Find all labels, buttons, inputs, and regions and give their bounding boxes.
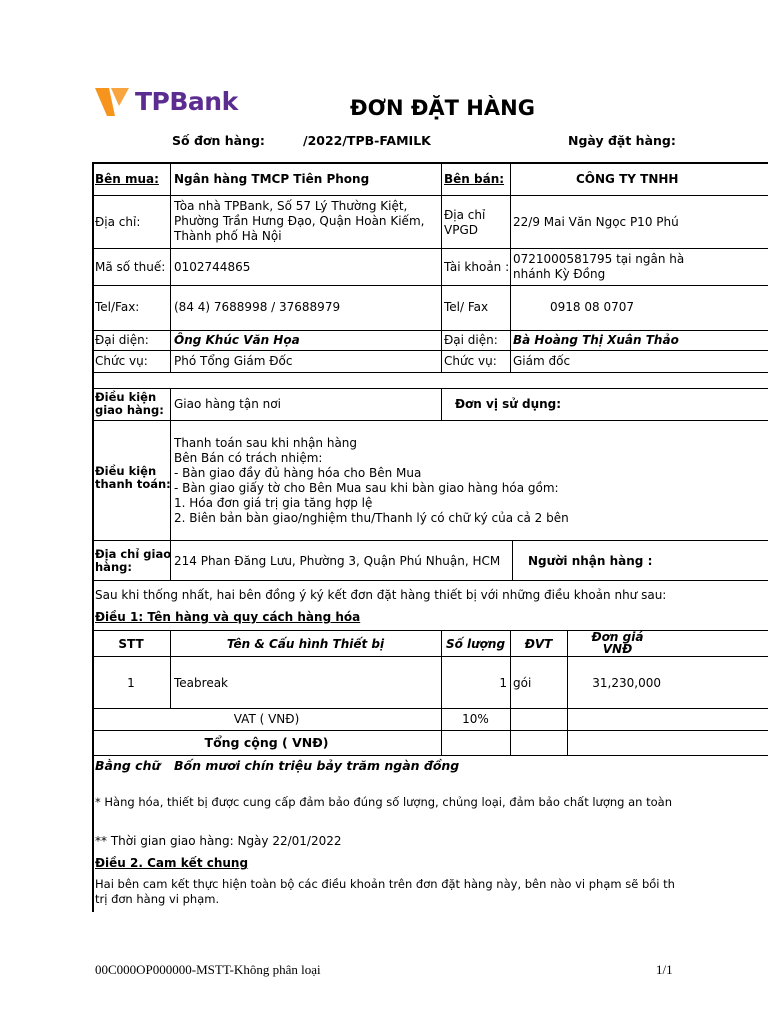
intro-text: Sau khi thống nhất, hai bên đồng ý ký kết đơn đặt hàng thiết bị với những điều khoản như sau:	[95, 588, 667, 602]
buyer-rep-label: Đại diện:	[95, 333, 149, 347]
seller-label: Bên bán:	[444, 172, 505, 186]
seller-account-label: Tài khoản :	[444, 260, 510, 274]
footer-classification: 00C000OP000000-MSTT-Không phân loại	[95, 962, 321, 977]
shipping-address: 214 Phan Đăng Lưu, Phường 3, Quận Phú Nhuận, HCM	[174, 554, 501, 568]
col-qty-header: Số lượng	[445, 637, 506, 651]
shipping-address-label: Địa chỉ giao hàng:	[95, 547, 172, 574]
seller-name: CÔNG TY TNHH	[576, 172, 679, 186]
buyer-rep: Ông Khúc Văn Họa	[174, 333, 300, 347]
amount-in-words-label: Bằng chữ	[95, 758, 161, 773]
buyer-address: Tòa nhà TPBank, Số 57 Lý Thường Kiệt, Phường Trần Hưng Đạo, Quận Hoàn Kiếm, Thành phố Hà Nội	[174, 199, 425, 243]
buyer-address-label: Địa chỉ:	[95, 215, 141, 229]
tpbank-logo	[95, 86, 245, 120]
order-number-label: Số đơn hàng:	[172, 133, 265, 148]
payment-terms-label: Điều kiện thanh toán:	[95, 464, 171, 491]
payment-terms: Thanh toán sau khi nhận hàng Bên Bán có trách nhiệm: - Bàn giao đầy đủ hàng hóa cho Bên Mua - Bàn giao giấy tờ cho Bên Mua sau khi bàn giao hàng hóa gồm: 1. Hóa đơn giá trị gia tăng hợp lệ 2. Biên bản bàn giao/nghiệm thu/Thanh lý có chữ ký của cả 2 bên	[174, 436, 569, 525]
buyer-tel: (84 4) 7688998 / 37688979	[174, 300, 341, 314]
order-number-value: /2022/TPB-FAMILK	[303, 133, 431, 148]
commitment-text: Hai bên cam kết thực hiện toàn bộ các điều khoản trên đơn đặt hàng này, bên nào vi phạm sẽ bồi th trị đơn hàng vi phạm.	[95, 877, 675, 906]
row-stt: 1	[127, 676, 135, 690]
note-quality: * Hàng hóa, thiết bị được cung cấp đảm bảo đúng số lượng, chủng loại, đảm bảo chất lượng an toàn	[95, 795, 672, 809]
buyer-position: Phó Tổng Giám Đốc	[174, 354, 293, 368]
col-stt-header: STT	[118, 637, 144, 651]
seller-position: Giám đốc	[513, 354, 571, 368]
vat-label: VAT ( VNĐ)	[233, 712, 300, 726]
seller-address: 22/9 Mai Văn Ngọc P10 Phú	[513, 215, 679, 229]
buyer-position-label: Chức vụ:	[95, 354, 148, 368]
receiver-label: Người nhận hàng :	[528, 554, 653, 568]
delivery-terms-label: Điều kiện giao hàng:	[95, 390, 164, 417]
note-delivery-time: ** Thời gian giao hàng: Ngày 22/01/2022	[95, 834, 342, 848]
seller-tel-label: Tel/ Fax	[444, 300, 489, 314]
seller-rep: Bà Hoàng Thị Xuân Thảo	[513, 333, 679, 347]
seller-position-label: Chức vụ:	[444, 354, 497, 368]
seller-tel: 0918 08 0707	[550, 300, 634, 314]
buyer-tax-label: Mã số thuế:	[95, 260, 166, 274]
page-number: 1/1	[656, 962, 673, 977]
seller-account: 0721000581795 tại ngân hà nhánh Kỳ Đồng	[513, 252, 685, 281]
buyer-tax: 0102744865	[174, 260, 251, 274]
order-date-label: Ngày đặt hàng:	[568, 133, 676, 148]
tpbank-logo-icon	[95, 86, 131, 118]
document-title: ĐƠN ĐẶT HÀNG	[350, 96, 535, 120]
col-price-header: Đơn giá VNĐ	[591, 630, 644, 656]
row-price: 31,230,000	[592, 676, 661, 690]
col-unit-header: ĐVT	[524, 637, 553, 651]
tpbank-logo-text: TPBank	[135, 87, 238, 116]
total-label: Tổng cộng ( VNĐ)	[204, 735, 329, 750]
article-1-heading: Điều 1: Tên hàng và quy cách hàng hóa	[95, 610, 361, 624]
seller-rep-label: Đại diện:	[444, 333, 498, 347]
delivery-terms: Giao hàng tận nơi	[174, 397, 281, 411]
seller-address-label: Địa chỉ VPGD	[444, 208, 486, 237]
usage-unit-label: Đơn vị sử dụng:	[455, 397, 562, 411]
buyer-name: Ngân hàng TMCP Tiên Phong	[174, 172, 370, 186]
buyer-tel-label: Tel/Fax:	[95, 300, 140, 314]
row-unit: gói	[513, 676, 532, 690]
amount-in-words: Bốn mươi chín triệu bảy trăm ngàn đồng	[174, 758, 460, 773]
article-2-heading: Điều 2. Cam kết chung	[95, 856, 249, 870]
row-qty: 1	[499, 676, 507, 690]
col-name-header: Tên & Cấu hình Thiết bị	[226, 637, 385, 651]
vat-rate: 10%	[462, 712, 489, 726]
buyer-label: Bên mua:	[95, 172, 159, 186]
row-name: Teabreak	[174, 676, 228, 690]
